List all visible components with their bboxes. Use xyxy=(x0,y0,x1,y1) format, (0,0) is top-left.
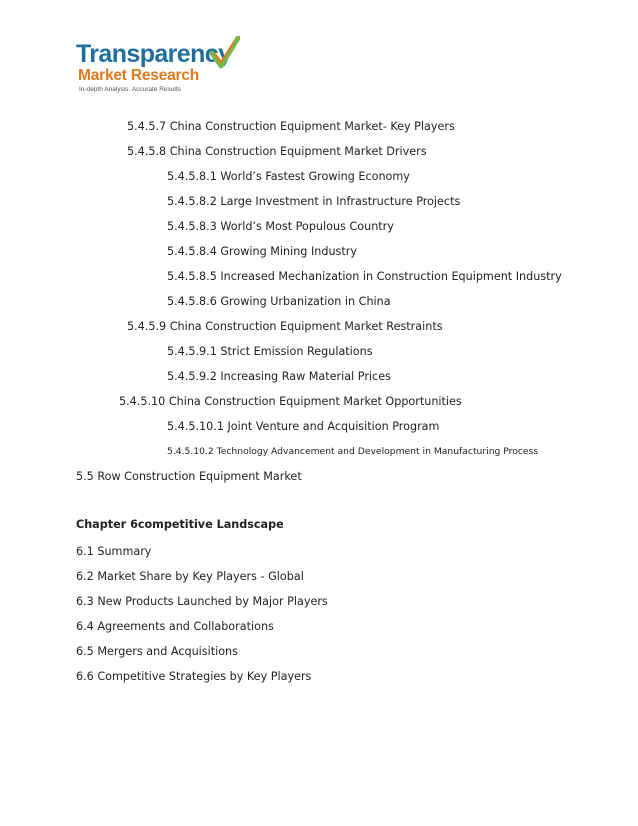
toc-entry: 6.2 Market Share by Key Players - Global xyxy=(76,570,304,583)
toc-entry: 5.4.5.9 China Construction Equipment Market Restraints xyxy=(127,320,443,333)
toc-entry: 5.4.5.8 China Construction Equipment Market Drivers xyxy=(127,145,427,158)
toc-entry: 5.4.5.10 China Construction Equipment Market Opportunities xyxy=(119,395,462,408)
toc-entry: 5.4.5.8.4 Growing Mining Industry xyxy=(167,245,357,258)
toc-entry: 6.4 Agreements and Collaborations xyxy=(76,620,274,633)
company-logo xyxy=(76,32,246,98)
toc-entry: 5.4.5.9.2 Increasing Raw Material Prices xyxy=(167,370,391,383)
toc-entry: 5.4.5.9.1 Strict Emission Regulations xyxy=(167,345,373,358)
logo-tagline-text: In-depth Analysis. Accurate Results xyxy=(79,86,181,93)
checkmark-logo-icon xyxy=(210,36,240,70)
toc-entry: 5.4.5.8.6 Growing Urbanization in China xyxy=(167,295,391,308)
toc-entry: 6.6 Competitive Strategies by Key Players xyxy=(76,670,312,683)
toc-entry: 6.5 Mergers and Acquisitions xyxy=(76,645,238,658)
toc-entry: 5.4.5.10.2 Technology Advancement and Development in Manufacturing Process xyxy=(167,446,539,457)
toc-entry: 6.3 New Products Launched by Major Players xyxy=(76,595,328,608)
toc-entry: 5.4.5.8.1 World’s Fastest Growing Economy xyxy=(167,170,410,183)
logo-subtitle-text: Market Research xyxy=(78,67,200,84)
toc-entry: 5.4.5.7 China Construction Equipment Market- Key Players xyxy=(127,120,455,133)
toc-entry: 5.4.5.8.2 Large Investment in Infrastructure Projects xyxy=(167,195,461,208)
toc-entry: 5.4.5.8.5 Increased Mechanization in Construction Equipment Industry xyxy=(167,270,562,283)
toc-entry: 5.5 Row Construction Equipment Market xyxy=(76,470,302,483)
chapter-heading: Chapter 6competitive Landscape xyxy=(76,518,284,531)
toc-entry: 5.4.5.10.1 Joint Venture and Acquisition Program xyxy=(167,420,440,433)
logo-brand-text: Transparency xyxy=(76,40,232,68)
toc-entry: 5.4.5.8.3 World’s Most Populous Country xyxy=(167,220,394,233)
toc-entry: 6.1 Summary xyxy=(76,545,152,558)
